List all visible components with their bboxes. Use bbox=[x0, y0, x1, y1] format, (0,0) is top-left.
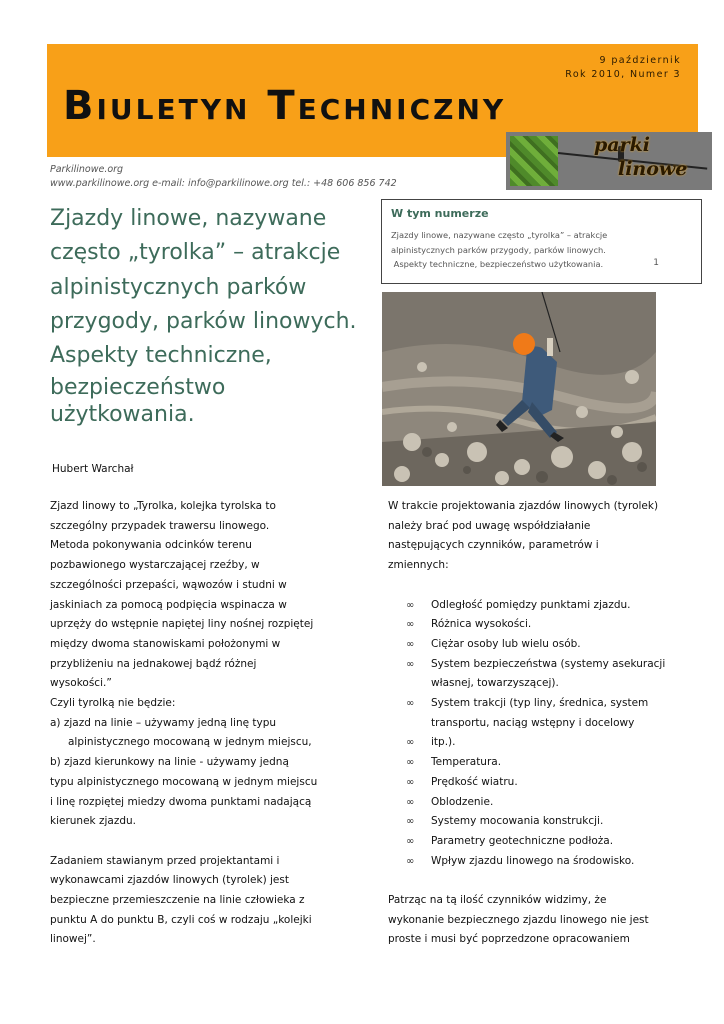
list-item: ∞ Prędkość wiatru. bbox=[388, 773, 693, 793]
text-line: jaskiniach za pomocą podpięcia wspinacza w bbox=[50, 598, 287, 611]
paragraph bbox=[388, 891, 693, 950]
text-line: uprzęży do wstępnie napiętej liny nośnej rozpiętej bbox=[50, 618, 314, 631]
infinity-bullet-icon: ∞ bbox=[406, 599, 415, 611]
infinity-bullet-icon: ∞ bbox=[406, 619, 415, 631]
paragraph-gap bbox=[388, 576, 693, 596]
paragraph bbox=[50, 497, 355, 832]
author: Hubert Warchał bbox=[52, 463, 134, 475]
text-line: typu alpinistycznego mocowaną w jednym miejscu bbox=[50, 775, 318, 788]
article-right-column bbox=[388, 497, 693, 950]
site-info bbox=[50, 163, 397, 191]
logo-text-line1: parki bbox=[594, 134, 650, 156]
article-left-column bbox=[50, 497, 355, 950]
text-line: alpinistycznego mocowaną w jednym miejscu, bbox=[68, 736, 312, 749]
headline-line: Zjazdy linowe, nazywane bbox=[50, 206, 327, 231]
article-headline bbox=[50, 202, 380, 427]
text-line: między dwoma stanowiskami położonymi w bbox=[50, 637, 281, 650]
in-this-issue-box bbox=[381, 199, 702, 284]
zipline-photo bbox=[382, 292, 656, 486]
infinity-bullet-icon: ∞ bbox=[406, 796, 415, 808]
issue-info bbox=[565, 54, 681, 82]
infinity-bullet-icon: ∞ bbox=[406, 658, 415, 670]
list-item: ∞ itp.). bbox=[388, 733, 693, 753]
list-item: ∞ Różnica wysokości. bbox=[388, 615, 693, 635]
paragraph bbox=[388, 497, 693, 576]
text-line: Patrząc na tą ilość czynników widzimy, że bbox=[388, 894, 607, 907]
text-line: linowej”. bbox=[50, 933, 96, 946]
text-line: pozbawionego wystarczającej rzeźby, w bbox=[50, 559, 260, 572]
infinity-bullet-icon: ∞ bbox=[406, 816, 415, 828]
text-line: punktu A do punktu B, czyli coś w rodzaju „kolejki bbox=[50, 913, 312, 926]
factors-list bbox=[388, 596, 693, 872]
infinity-bullet-icon: ∞ bbox=[406, 757, 415, 769]
infinity-bullet-icon: ∞ bbox=[406, 737, 415, 749]
text-line: W trakcie projektowania zjazdów linowych (tyrolek) bbox=[388, 500, 659, 512]
toc-page-number: 1 bbox=[653, 258, 659, 268]
text-line: Zadaniem stawianym przed projektantami i bbox=[50, 854, 280, 867]
headline-line: często „tyrolka” – atrakcje bbox=[50, 240, 341, 266]
list-item: ∞ Systemy mocowania konstrukcji. bbox=[388, 812, 693, 832]
zipline-photo-image bbox=[382, 292, 656, 486]
climbing-wall-graphic bbox=[510, 136, 558, 186]
headline-line: użytkowania. bbox=[50, 402, 195, 428]
text-line: wykonawcami zjazdów linowych (tyrolek) jest bbox=[50, 874, 289, 887]
newsletter-title: Biuletyn Techniczny bbox=[63, 83, 507, 129]
toc-entry-line: alpinistycznych parków przygody, parków linowych. bbox=[391, 244, 606, 255]
text-line: szczególności przepaści, wąwozów i studni w bbox=[50, 578, 287, 591]
list-item: ∞ Temperatura. bbox=[388, 753, 693, 773]
paragraph-gap bbox=[50, 832, 355, 852]
text-line: Metoda pokonywania odcinków terenu bbox=[50, 539, 252, 552]
issue-date: 9 październik bbox=[599, 55, 681, 66]
text-line: wysokości.” bbox=[50, 677, 112, 690]
list-item: ∞ Oblodzenie. bbox=[388, 793, 693, 813]
toc-title: W tym numerze bbox=[391, 207, 489, 220]
headline-line: bezpieczeństwo bbox=[50, 375, 226, 401]
text-line: proste i musi być poprzedzone opracowaniem bbox=[388, 933, 630, 946]
list-item: ∞ Odległość pomiędzy punktami zjazdu. bbox=[388, 596, 693, 616]
text-line: bezpieczne przemieszczenie na linie człowieka z bbox=[50, 894, 305, 907]
paragraph bbox=[50, 852, 355, 951]
list-item: ∞ Ciężar osoby lub wielu osób. bbox=[388, 635, 693, 655]
site-name: Parkilinowe.org bbox=[50, 164, 124, 175]
text-line: b) zjazd kierunkowy na linie - używamy jedną bbox=[50, 756, 289, 769]
toc-entry[interactable] bbox=[391, 228, 691, 272]
text-line: Zjazd linowy to „Tyrolka, kolejka tyrolska to bbox=[50, 500, 276, 512]
toc-entry-line: Aspekty techniczne, bezpieczeństwo użytkowania. bbox=[391, 259, 604, 269]
list-item: ∞ System trakcji (typ liny, średnica, system transportu, naciąg wstępny i docelowy bbox=[388, 694, 693, 733]
text-line: następujących czynników, parametrów i bbox=[388, 539, 599, 552]
headline-line: przygody, parków linowych. bbox=[50, 308, 357, 334]
headline-line: alpinistycznych parków bbox=[50, 274, 307, 300]
toc-entry-line: Zjazdy linowe, nazywane często „tyrolka” – atrakcje bbox=[391, 230, 608, 240]
infinity-bullet-icon: ∞ bbox=[406, 698, 415, 710]
infinity-bullet-icon: ∞ bbox=[406, 638, 415, 650]
issue-number: Rok 2010, Numer 3 bbox=[565, 69, 681, 80]
text-line: należy brać pod uwagę współdziałanie bbox=[388, 519, 591, 532]
text-line: przybliżeniu na jednakowej bądź różnej bbox=[50, 657, 257, 670]
list-item: ∞ System bezpieczeństwa (systemy asekuracji własnej, towarzyszącej). bbox=[388, 655, 693, 694]
text-line: i linę rozpiętej miedzy dwoma punktami nadającą bbox=[50, 795, 312, 808]
text-line: kierunek zjazdu. bbox=[50, 815, 136, 828]
paragraph-gap bbox=[388, 871, 693, 891]
infinity-bullet-icon: ∞ bbox=[406, 776, 415, 788]
text-line: a) zjazd na linie – używamy jedną linę typu bbox=[50, 716, 277, 729]
text-line: szczególny przypadek trawersu linowego. bbox=[50, 519, 270, 532]
list-item: ∞ Wpływ zjazdu linowego na środowisko. bbox=[388, 852, 693, 872]
infinity-bullet-icon: ∞ bbox=[406, 855, 415, 867]
headline-line: Aspekty techniczne, bbox=[50, 343, 272, 369]
text-line: Czyli tyrolką nie będzie: bbox=[50, 697, 176, 710]
logo-text-line2: linowe bbox=[618, 158, 688, 180]
contact-line[interactable]: www.parkilinowe.org e-mail: info@parkilinowe.org tel.: +48 606 856 742 bbox=[50, 178, 397, 189]
list-item: ∞ Parametry geotechniczne podłoża. bbox=[388, 832, 693, 852]
text-line: wykonanie bezpiecznego zjazdu linowego nie jest bbox=[388, 913, 649, 926]
text-line: zmiennych: bbox=[388, 559, 449, 572]
parki-linowe-logo bbox=[506, 132, 712, 190]
infinity-bullet-icon: ∞ bbox=[406, 835, 415, 847]
